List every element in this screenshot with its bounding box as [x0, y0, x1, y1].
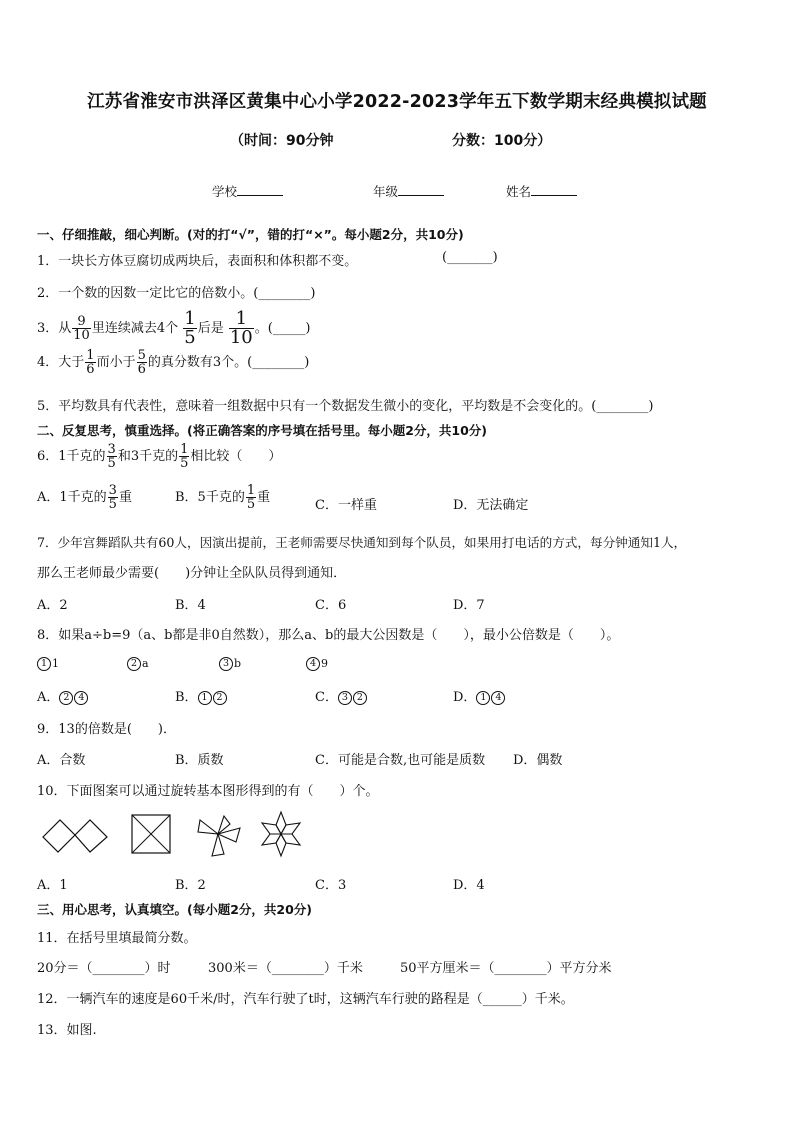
question-3: 3．从 $\frac{9}{10}$ 里连续减去4个 $\frac{1}{5}$ 后是 $\frac{1}{10}$ 。(_____) — [37, 308, 311, 348]
question-8-item-2: 2 a — [127, 656, 149, 671]
question-12: 12．一辆汽车的速度是60千米/时，汽车行驶了t时，这辆汽车行驶的路程是（______）千米。 — [37, 992, 574, 1007]
page-title: 江苏省淮安市洪泽区黄集中心小学2022-2023学年五下数学期末经典模拟试题 — [87, 92, 707, 112]
fraction: $\frac{3}{5}$ — [108, 483, 117, 512]
question-6-option-a: A．1千克的 $\frac{3}{5}$ 重 — [37, 483, 132, 512]
section-3-heading: 三、用心思考，认真填空。(每小题2分，共20分) — [37, 902, 313, 917]
question-9-option-a: A．合数 — [37, 753, 86, 768]
question-2: 2．一个数的因数一定比它的倍数小。(________) — [37, 286, 316, 301]
question-1: 1．一块长方体豆腐切成两块后，表面积和体积都不变。 — [37, 254, 358, 269]
question-6-option-d: D．无法确定 — [453, 498, 529, 513]
question-8-item-4: 4 9 — [306, 656, 328, 671]
fraction: $\frac{1}{5}$ — [180, 442, 189, 471]
question-6: 6．1千克的 $\frac{3}{5}$ 和3千克的 $\frac{1}{5}$ 相比较（ ） — [37, 442, 282, 471]
question-6-option-c: C．一样重 — [315, 498, 377, 513]
fraction: $\frac{1}{5}$ — [184, 308, 196, 348]
fraction: $\frac{9}{10}$ — [73, 314, 90, 343]
fraction: $\frac{1}{5}$ — [246, 483, 256, 512]
question-7-option-b: B．4 — [175, 598, 206, 613]
question-10-option-b: B．2 — [175, 878, 206, 893]
grade-field: 年级 — [373, 182, 444, 200]
question-8-option-c: C． 3 2 — [315, 686, 368, 705]
exam-score: 分数：100分） — [452, 133, 552, 149]
question-7-option-a: A．2 — [37, 598, 68, 613]
fraction: $\frac{5}{6}$ — [137, 348, 146, 377]
question-8-option-d: D． 1 4 — [453, 686, 506, 705]
section-1-heading: 一、仔细推敲，细心判断。(对的打“√”，错的打“×”。每小题2分，共10分) — [37, 227, 464, 242]
name-field: 姓名 — [506, 182, 577, 200]
question-10: 10．下面图案可以通过旋转基本图形得到的有（ ）个。 — [37, 784, 379, 799]
question-9-option-b: B．质数 — [175, 753, 224, 768]
question-13: 13．如图. — [37, 1023, 97, 1038]
question-6-option-b: B．5千克的 $\frac{1}{5}$ 重 — [175, 483, 271, 512]
figure-pinwheel — [194, 810, 246, 860]
question-10-option-d: D．4 — [453, 878, 485, 893]
question-7-line-2: 那么王老师最少需要( )分钟让全队队员得到通知． — [37, 566, 347, 581]
question-8-option-a: A． 2 4 — [37, 686, 89, 705]
question-9-option-d: D．偶数 — [513, 753, 563, 768]
exam-time: （时间：90分钟 — [230, 133, 334, 149]
question-8-item-1: 1 1 — [37, 656, 59, 671]
question-10-option-c: C．3 — [315, 878, 347, 893]
school-field: 学校 — [212, 182, 283, 200]
question-10-option-a: A．1 — [37, 878, 68, 893]
section-2-heading: 二、反复思考，慎重选择。(将正确答案的序号填在括号里。每小题2分，共10分) — [37, 423, 488, 438]
question-8-item-3: 3 b — [219, 656, 241, 671]
question-11-blank-2: 300米＝（________）千米 — [208, 961, 363, 976]
question-11-blank-1: 20分＝（________）时 — [37, 961, 171, 976]
figure-square-with-diagonals — [129, 812, 173, 856]
question-7-option-d: D．7 — [453, 598, 485, 613]
fraction: $\frac{3}{5}$ — [107, 442, 116, 471]
question-11-blank-3: 50平方厘米＝（________）平方分米 — [400, 961, 612, 976]
figure-rotated-squares — [40, 810, 110, 858]
question-9-option-c: C．可能是合数,也可能是质数 — [315, 753, 486, 768]
question-5: 5．平均数具有代表性，意味着一组数据中只有一个数据发生微小的变化，平均数是不会变化的。(________) — [37, 399, 654, 414]
figure-star-of-rhombi — [258, 808, 304, 860]
question-11: 11．在括号里填最简分数。 — [37, 931, 197, 946]
question-7-option-c: C．6 — [315, 598, 347, 613]
fraction: $\frac{1}{6}$ — [86, 348, 95, 377]
question-8-option-b: B． 1 2 — [175, 686, 228, 705]
question-7-line-1: 7．少年宫舞蹈队共有60人，因演出提前，王老师需要尽快通知到每个队员，如果用打电话的方式，每分钟通知1人， — [37, 535, 687, 550]
fraction: $\frac{1}{10}$ — [229, 308, 253, 348]
question-1-answer: (_______) — [442, 250, 498, 265]
question-9: 9．13的倍数是( )． — [37, 722, 176, 737]
question-8: 8．如果a÷b=9（a、b都是非0自然数），那么a、b的最大公因数是（ ），最小公倍数是（ ）。 — [37, 628, 620, 643]
question-4: 4．大于 $\frac{1}{6}$ 而小于 $\frac{5}{6}$ 的真分数有3个。(________) — [37, 348, 310, 377]
